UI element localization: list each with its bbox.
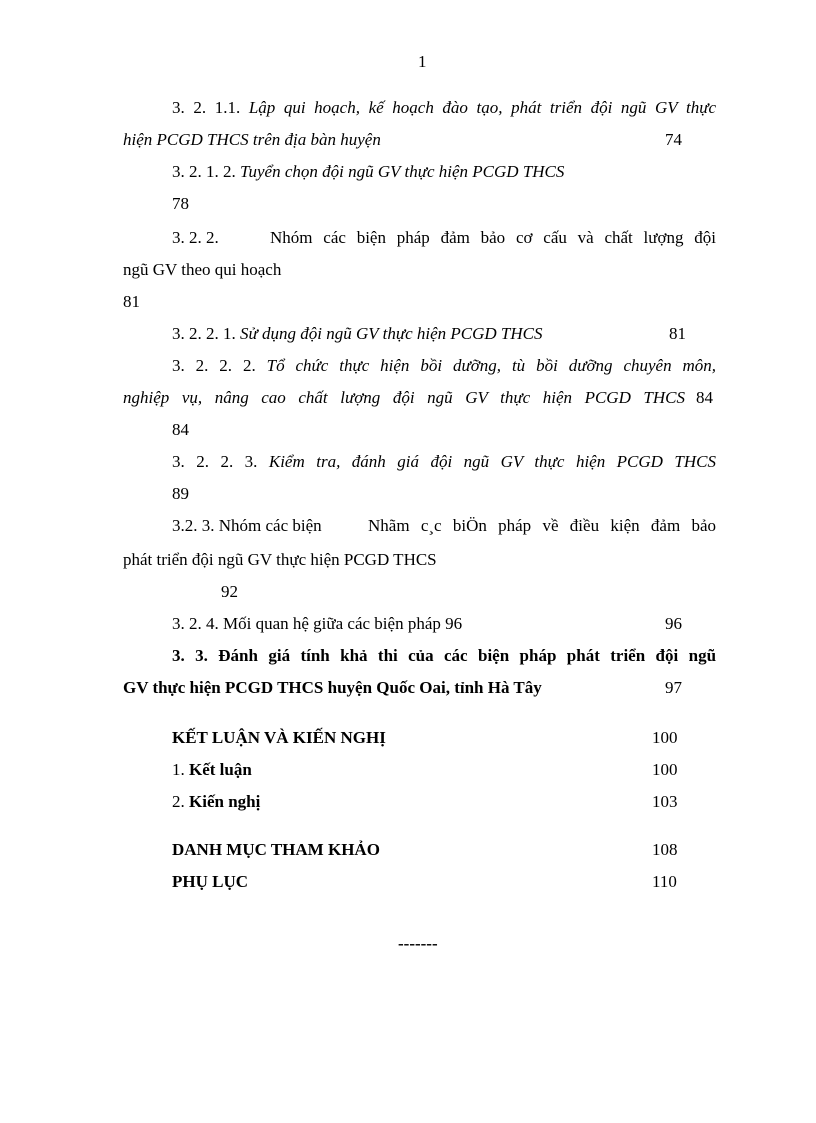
toc-entry-number: 3. 2. 1.1. [172,98,241,117]
toc-entry-number: 3. 2. 1. 2. [172,162,236,181]
toc-entry-title: Tuyển chọn đội ngũ GV thực hiện PCGD THCS [240,162,565,181]
toc-entry-number: 3. 2. 2. 1. [172,324,236,343]
conclusion-item-page: 100 [652,760,678,779]
toc-entry-page: 84 [172,420,189,439]
appendix-page: 110 [652,872,677,891]
toc-entry-title: Kiểm tra, đánh giá đội ngũ GV thực hiện PCGD THCS [268,452,716,471]
toc-entry-title-cont: phát triển đội ngũ GV thực hiện PCGD THCS [123,550,437,569]
toc-entry-title: Nhóm các biện pháp đảm bảo cơ cấu và chất lượng đội [270,228,716,247]
toc-entry-title-cont: ngũ GV theo qui hoạch [123,260,282,279]
toc-entry-title: Tổ chức thực hiện bồi dưỡng, tù bồi dưỡng chuyên môn, [266,356,717,375]
conclusion-item-title: Kết luận [189,760,252,779]
appendix-title: PHỤ LỤC [172,872,249,891]
toc-entry-page: 81 [669,324,686,343]
toc-entry-number: 3. 2. 2. [172,228,219,247]
toc-entry-number: 3. 2. 4. Mối quan hệ giữa các biện pháp 96 [172,614,463,633]
toc-entry-title: Sử dụng đội ngũ GV thực hiện PCGD THCS [240,324,543,343]
references-page: 108 [652,840,678,859]
end-mark: ------- [398,934,438,953]
toc-entry-page: 81 [123,292,140,311]
toc-entry-number: 3. 3. [172,646,208,665]
conclusion-item-number: 2. [172,792,185,811]
toc-entry-page: 89 [172,484,189,503]
toc-entry-page: 92 [221,582,238,601]
page-number: 1 [418,52,427,71]
toc-entry-page: 96 [665,614,682,633]
toc-entry-title-cont: nghiệp vụ, nâng cao chất lượng đội ngũ GV thực hiện PCGD THCS [123,388,685,407]
toc-entry-title-cont: GV thực hiện PCGD THCS huyện Quốc Oai, tỉnh Hà Tây [123,678,542,697]
conclusion-item-title: Kiến nghị [189,792,261,811]
toc-entry-page-inline: 84 [696,388,713,407]
conclusion-page: 100 [652,728,678,747]
conclusion-title: KẾT LUẬN VÀ KIẾN NGHỊ [172,728,386,747]
toc-entry-number: 3.2. 3. Nhóm các biện [172,516,322,535]
toc-entry-title-cont: hiện PCGD THCS trên địa bàn huyện [123,130,381,149]
toc-entry-page: 97 [665,678,682,697]
conclusion-item-page: 103 [652,792,678,811]
toc-entry-title: Lập qui hoạch, kế hoạch đào tạo, phát triển đội ngũ GV thực [248,98,717,117]
toc-entry-number: 3. 2. 2. 2. [172,356,256,375]
toc-entry-title: Đánh giá tính khả thi của các biện pháp phát triển đội ngũ [218,646,717,665]
conclusion-item-number: 1. [172,760,185,779]
toc-entry-number: 3. 2. 2. 3. [172,452,258,471]
toc-entry-page: 78 [172,194,189,213]
toc-entry-title: Nhãm c¸c biÖn pháp về điều kiện đảm bảo [368,516,716,535]
references-title: DANH MỤC THAM KHẢO [172,840,380,859]
toc-entry-page: 74 [665,130,682,149]
